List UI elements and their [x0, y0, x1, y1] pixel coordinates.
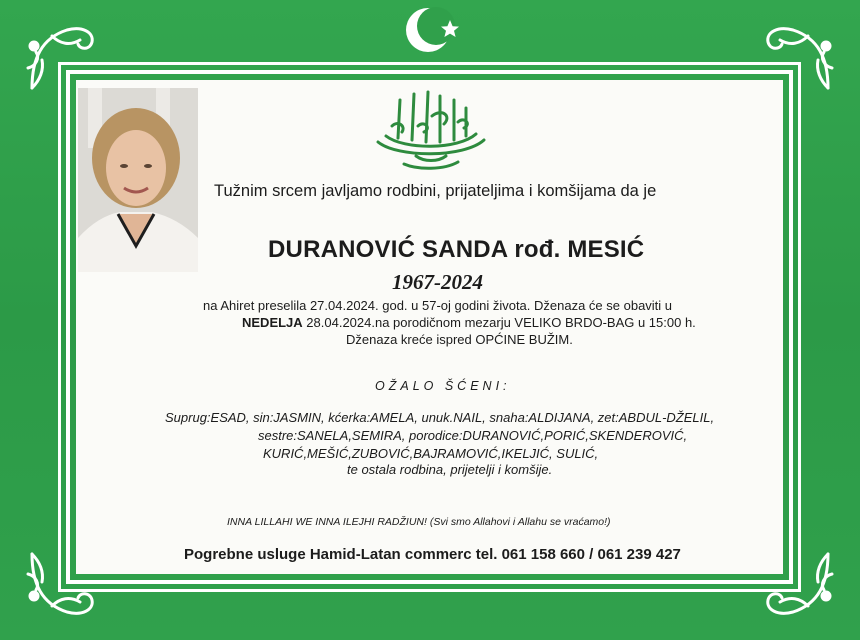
deceased-name: DURANOVIĆ SANDA rođ. MESIĆ: [268, 236, 645, 263]
family-line: Suprug:ESAD, sin:JASMIN, kćerka:AMELA, unuk.NAIL, snaha:ALDIJANA, zet:ABDUL-DŽELIL,: [165, 410, 715, 425]
prayer-text: INNA LILLAHI WE INNA ILEJHI RADŽIUN! (Svi smo Allahovi i Allahu se vraćamo!): [227, 516, 611, 528]
family-line: sestre:SANELA,SEMIRA, porodice:DURANOVIĆ,PORIĆ,SKENDEROVIĆ,: [258, 428, 688, 443]
death-details-line: na Ahiret preselila 27.04.2024. god. u 57-oj godini života. Dženaza će se obaviti u: [203, 298, 673, 313]
portrait-photo: [78, 88, 198, 272]
family-line: KURIĆ,MEŠIĆ,ZUBOVIĆ,BAJRAMOVIĆ,IKELJIĆ, SULIĆ,: [263, 446, 599, 461]
intro-text: Tužnim srcem javljamo rodbini, prijateljima i komšijama da je: [214, 182, 657, 200]
mourners-heading: OŽALO ŠĆENI:: [375, 379, 511, 393]
funeral-start-line: Dženaza kreće ispred OPĆINE BUŽIM.: [346, 332, 573, 347]
calligraphy-emblem: [368, 86, 494, 172]
funeral-day: NEDELJA: [242, 315, 303, 330]
funeral-details-line: [242, 315, 696, 330]
funeral-date-place: 28.04.2024.na porodičnom mezarju VELIKO BRDO-BAG u 15:00 h.: [302, 315, 696, 330]
life-years: 1967-2024: [392, 270, 483, 294]
family-line: te ostala rodbina, prijetelji i komšije.: [347, 462, 553, 477]
crescent-star-icon: [404, 2, 466, 58]
funeral-service-contact: Pogrebne usluge Hamid-Latan commerc tel. 061 158 660 / 061 239 427: [184, 546, 681, 563]
